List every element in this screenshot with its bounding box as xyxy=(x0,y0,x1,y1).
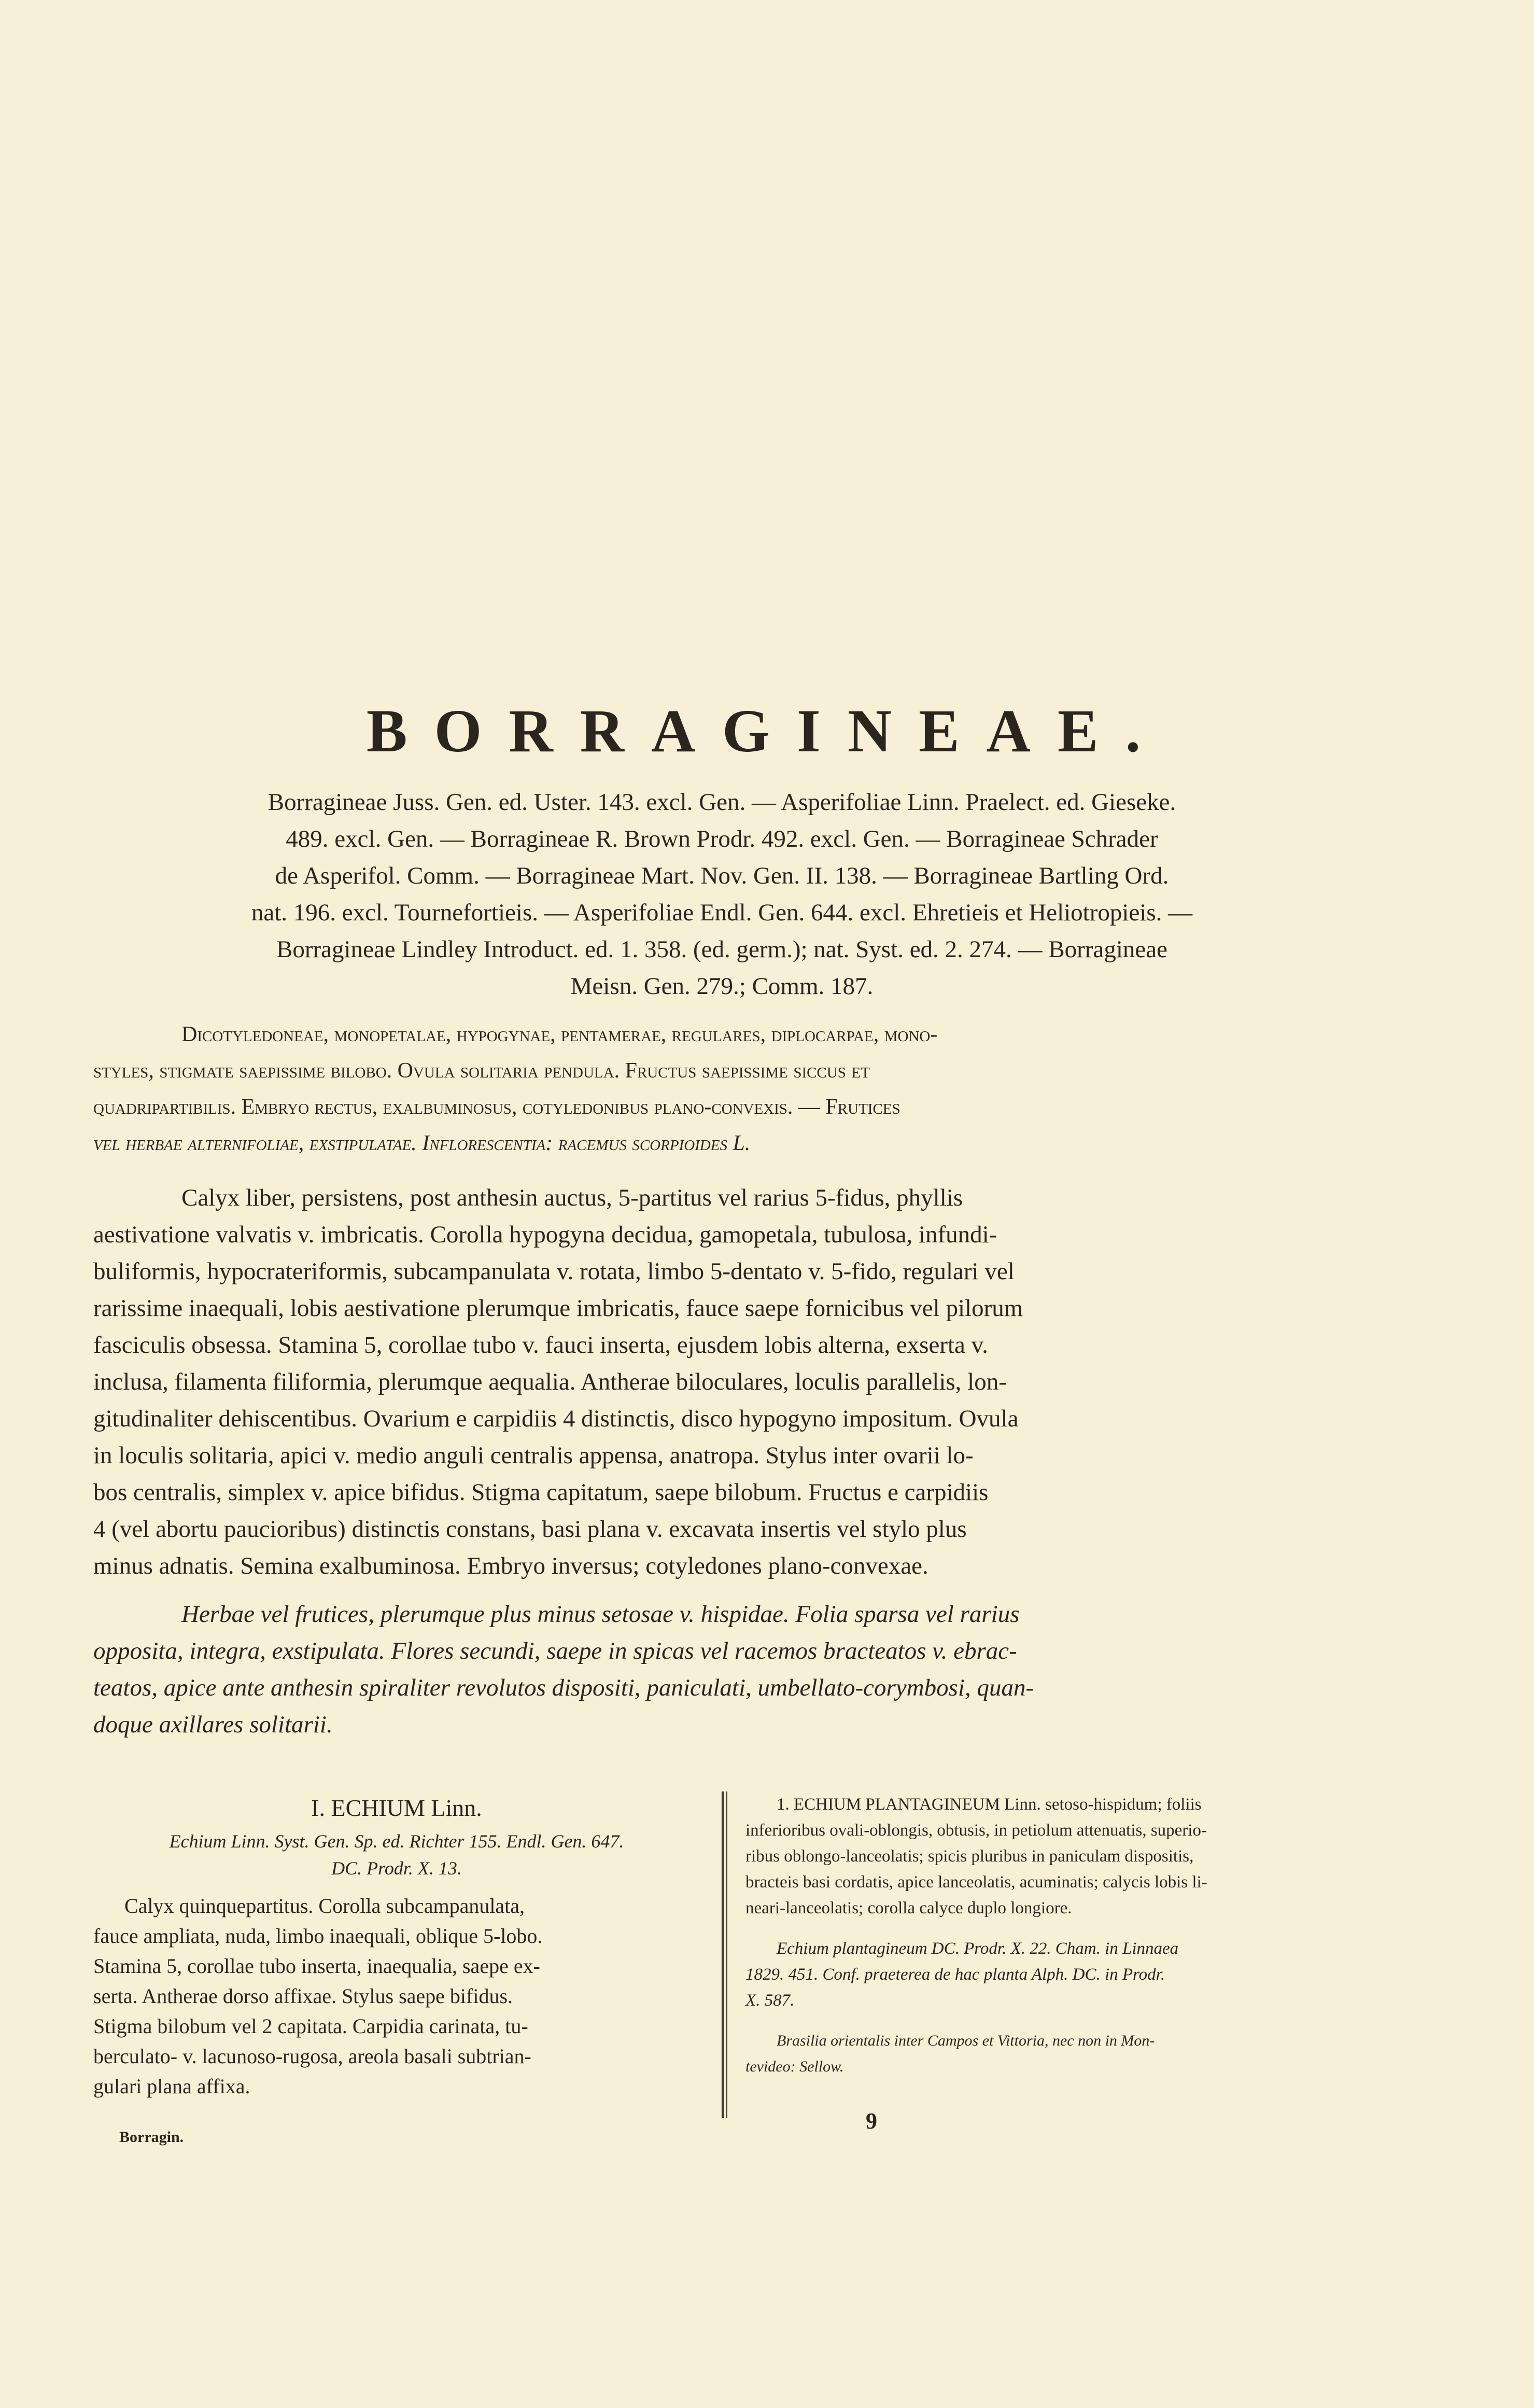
column-divider xyxy=(722,1791,724,2118)
page-title: BORRAGINEAE. xyxy=(366,697,1168,765)
genus-text-line: Calyx quinquepartitus. Corolla subcampanulata, xyxy=(124,1894,525,1917)
habit-line: doque axillares solitarii. xyxy=(93,1711,333,1738)
habit-line: teatos, apice ante anthesin spiraliter revolutos dispositi, paniculati, umbellato-corymbosi, quan- xyxy=(93,1674,1034,1701)
species-ref: 1829. 451. Conf. praeterea de hac planta Alph. DC. in Prodr. xyxy=(745,1965,1165,1984)
genus-column xyxy=(93,1791,700,2102)
species-ref: X. 587. xyxy=(745,1991,795,2010)
species-text-line: inferioribus ovali-oblongis, obtusis, in petiolum attenuatis, superio- xyxy=(745,1821,1207,1840)
description-line: aestivatione valvatis v. imbricatis. Corolla hypogyna decidua, gamopetala, tubulosa, infundi- xyxy=(93,1221,997,1248)
genus-ref: Echium Linn. Syst. Gen. Sp. ed. Richter 155. Endl. Gen. 647. xyxy=(169,1831,624,1852)
description-line: gitudinaliter dehiscentibus. Ovarium e carpidiis 4 distinctis, disco hypogyno impositum. Ovula xyxy=(93,1405,1019,1432)
species-text-line: ribus oblongo-lanceolatis; spicis pluribus in paniculam dispositis, xyxy=(745,1847,1194,1866)
spacer xyxy=(745,2013,1353,2028)
synonymy-line: 489. excl. Gen. — Borragineae R. Brown Prodr. 492. excl. Gen. — Borragineae Schrader xyxy=(286,825,1158,852)
description-line: inclusa, filamenta filiformia, plerumque aequalia. Antherae biloculares, loculis parallelis, lon- xyxy=(93,1368,1007,1395)
genus-text-line: Stigma bilobum vel 2 capitata. Carpidia carinata, tu- xyxy=(93,2014,528,2038)
characters-line: quadripartibilis. Embryo rectus, exalbuminosus, cotyledonibus plano-convexis. — Frutices xyxy=(93,1095,900,1119)
column-divider xyxy=(726,1791,727,2118)
description-line: rarissime inaequali, lobis aestivatione plerumque imbricatis, fauce saepe fornicibus vel pilorum xyxy=(93,1295,1023,1322)
species-ref: Echium plantagineum DC. Prodr. X. 22. Cham. in Linnaea xyxy=(777,1939,1179,1958)
habit-line: opposita, integra, exstipulata. Flores secundi, saepe in spicas vel racemos bracteatos v. ebrac- xyxy=(93,1637,1017,1664)
characters-block xyxy=(93,1016,1350,1161)
genus-text-line: fauce ampliata, nuda, limbo inaequali, oblique 5-lobo. xyxy=(93,1924,543,1948)
species-distribution: tevideo: Sellow. xyxy=(745,2058,844,2075)
genus-text-line: Stamina 5, corollae tubo inserta, inaequalia, saepe ex- xyxy=(93,1954,540,1978)
genus-ref: DC. Prodr. X. 13. xyxy=(331,1858,462,1879)
species-text-line: bracteis basi cordatis, apice lanceolatis, acuminatis; calycis lobis li- xyxy=(745,1873,1207,1892)
genus-text-line: serta. Antherae dorso affixae. Stylus saepe bifidus. xyxy=(93,1984,513,2008)
habit-line: Herbae vel frutices, plerumque plus minus setosae v. hispidae. Folia sparsa vel rarius xyxy=(181,1601,1020,1628)
characters-line: vel herbae alternifoliae, exstipulatae. Inflorescentia: racemus scorpioides L. xyxy=(93,1131,751,1155)
characters-line: styles, stigmate saepissime bilobo. Ovula solitaria pendula. Fructus saepissime siccus et xyxy=(93,1059,870,1083)
description-line: bos centralis, simplex v. apice bifidus. Stigma capitatum, saepe bilobum. Fructus e carpidiis xyxy=(93,1479,989,1506)
page-number: 9 xyxy=(866,2108,877,2134)
species-distribution: Brasilia orientalis inter Campos et Vittoria, nec non in Mon- xyxy=(777,2032,1155,2049)
description-line: buliformis, hypocrateriformis, subcampanulata v. rotata, limbo 5-dentato v. 5-fido, regulari vel xyxy=(93,1258,1015,1285)
habit-block xyxy=(93,1596,1350,1743)
synonymy-line: Borragineae Juss. Gen. ed. Uster. 143. excl. Gen. — Asperifoliae Linn. Praelect. ed. Gieseke. xyxy=(268,789,1176,816)
synonymy-block xyxy=(93,784,1350,1005)
characters-line: Dicotyledoneae, monopetalae, hypogynae, pentamerae, regulares, diplocarpae, mono- xyxy=(181,1023,938,1046)
description-line: Calyx liber, persistens, post anthesin auctus, 5-partitus vel rarius 5-fidus, phyllis xyxy=(181,1184,963,1211)
genus-text-line: gulari plana affixa. xyxy=(93,2075,250,2098)
synonymy-line: nat. 196. excl. Tournefortieis. — Asperifoliae Endl. Gen. 644. excl. Ehretieis et Heliotropieis. — xyxy=(251,899,1193,926)
description-line: in loculis solitaria, apici v. medio anguli centralis appensa, anatropa. Stylus inter ovarii lo- xyxy=(93,1442,974,1469)
species-text-line: 1. ECHIUM PLANTAGINEUM Linn. setoso-hispidum; foliis xyxy=(777,1795,1202,1814)
spacer xyxy=(745,1921,1353,1936)
synonymy-line: de Asperifol. Comm. — Borragineae Mart. Nov. Gen. II. 138. — Borragineae Bartling Ord. xyxy=(275,862,1169,889)
synonymy-line: Meisn. Gen. 279.; Comm. 187. xyxy=(570,973,874,1000)
description-line: fasciculis obsessa. Stamina 5, corollae tubo v. fauci inserta, ejusdem lobis alterna, exserta v. xyxy=(93,1332,988,1359)
description-line: minus adnatis. Semina exalbuminosa. Embryo inversus; cotyledones plano-convexae. xyxy=(93,1552,928,1579)
genus-text-line: berculato- v. lacunoso-rugosa, areola basali subtrian- xyxy=(93,2045,531,2068)
species-column xyxy=(745,1791,1353,2080)
description-line: 4 (vel abortu paucioribus) distinctis constans, basi plana v. excavata insertis vel stylo plus xyxy=(93,1516,967,1543)
species-text-line: neari-lanceolatis; corolla calyce duplo longiore. xyxy=(745,1899,1072,1917)
signature-mark: Borragin. xyxy=(119,2129,184,2146)
synonymy-line: Borragineae Lindley Introduct. ed. 1. 358. (ed. germ.); nat. Syst. ed. 2. 274. — Borragineae xyxy=(276,936,1167,963)
genus-heading: I. ECHIUM Linn. xyxy=(311,1795,482,1821)
description-block xyxy=(93,1180,1350,1585)
